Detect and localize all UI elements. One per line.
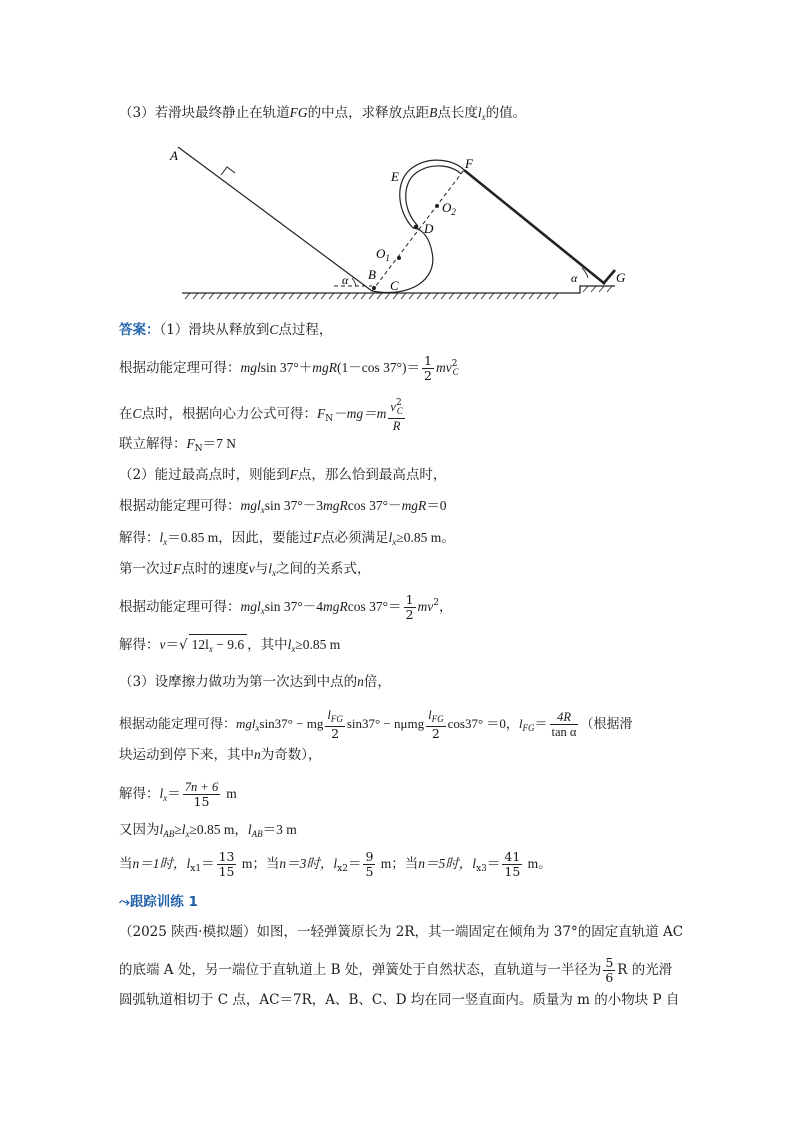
answer-p3-cases: 当n＝1时，$l_{x1}=$ $\frac{13}{15}$ m；当n＝3时，$l_{x2}=$ $\frac{9}{5}$ m；当n＝5时，$l_{x3}=$ $\frac{41}{15}$ m。 [119, 849, 552, 879]
incline-ac [178, 147, 372, 291]
fraction: $\frac{1}{2}$ [424, 353, 432, 383]
label-d: D [424, 221, 434, 236]
label-a: A [170, 148, 178, 163]
label-b: B [368, 267, 376, 282]
label-alpha-left: α [342, 273, 349, 287]
physics-diagram [160, 135, 640, 305]
fraction: $\frac{4R}{\text{tan α}}$ [551, 710, 577, 739]
answer-p2-solve: 解得：$l_x=0.85$ m，因此，要能过F点必须满足$l_x\ge 0.85$ m。 [119, 530, 455, 547]
label-o1: $O_1$ [376, 246, 390, 263]
answer-p2-energy2: 根据动能定理可得：mgl$_x$sin 37°－4mgRcos 37°＝ $\frac{1}{2}$ $mv^2$， [119, 592, 453, 622]
right-angle-mark [221, 167, 235, 175]
label-f: F [465, 156, 473, 171]
fraction: $\frac{13}{15}$ [218, 849, 235, 879]
fraction: $\frac{l_{FG}}{2}$ [327, 708, 343, 741]
answer-p1-energy: 根据动能定理可得：mglsin 37°＋mgR(1－cos 37°)＝ $\frac{1}{2}$ $mv^2_C$ [119, 353, 459, 383]
answer-p2-velocity: 解得：v＝√ $12l_x - 9.6$ ，其中$l_x\ge 0.85$ m [119, 634, 340, 659]
fraction: $\frac{l_{FG}}{2}$ [428, 708, 444, 741]
ground-hatch [185, 293, 558, 299]
answer-p3-energy: 根据动能定理可得：mgl$_x$sin37° − mg $\frac{l_{FG}}{2}$ sin37° − nμmg $\frac{l_{FG}}{2}$ cos37° ＝0，$l_{FG}=$ $\frac{4R}{\text{tan α}}$ （根据滑 [119, 708, 633, 741]
answer-p3-intro: （3）设摩擦力做功为第一次达到中点的n倍， [119, 674, 391, 690]
training-icon: ⤳ [119, 894, 130, 910]
label-g: G [616, 270, 626, 285]
training-line-3: 圆弧轨道相切于 C 点，AC＝7R，A、B、C、D 均在同一竖直面内。质量为 m 的小物块 P 自 [119, 992, 680, 1008]
question-text: （3）若滑块最终静止在轨道FG的中点，求释放点距B点长度$l_x$的值。 [119, 105, 527, 122]
fraction: $\frac{5}{6}$ [605, 955, 614, 985]
label-e: E [391, 169, 399, 184]
incline-fg [464, 170, 605, 284]
fraction: $\frac{v^2_C}{R}$ [390, 398, 403, 433]
answer-p3-solve: 解得：$l_x=$ $\frac{7n + 6}{15}$ m [119, 780, 237, 809]
training-line-2: 的底端 A 处，另一端位于直轨道上 B 处，弹簧处于自然状态，直轨道与一半径为 $\frac{5}{6}$ R 的光滑 [119, 955, 673, 985]
fraction: $\frac{1}{2}$ [405, 592, 414, 622]
stopper-g [603, 270, 615, 284]
answer-p3-also: 又因为$l_{AB}\ge l_x\ge 0.85$ m，$l_{AB}=3$ m [119, 822, 297, 839]
answer-p1-centripetal: 在C点时，根据向心力公式可得：$F_N-mg=m$ $\frac{v^2_C}{R}$ [119, 398, 403, 433]
label-o2: $O_2$ [442, 200, 456, 217]
answer-p1-solve: 联立解得：$F_N=7$ N [119, 436, 236, 454]
label-alpha-right: α [571, 271, 578, 285]
answer-p2-relation: 第一次过F点时的速度v与$l_x$之间的关系式， [119, 561, 371, 578]
fraction: $\frac{9}{5}$ [365, 849, 374, 879]
answer-p2-intro: （2）能过最高点时，则能到F点，那么恰到最高点时， [119, 467, 447, 483]
answer-p2-energy: 根据动能定理可得：mgl$_x$sin 37°－3mgRcos 37°－mgR＝0 [119, 498, 447, 515]
training-line-1: （2025 陕西·模拟题）如图，一轻弹簧原长为 2R，其一端固定在倾角为 37°的固定直轨道 AC [119, 924, 684, 940]
fraction: $\frac{7n + 6}{15}$ [184, 780, 219, 809]
training-heading: ⤳跟踪训练 1 [119, 894, 198, 910]
upper-arc-outer [400, 160, 464, 228]
label-c: C [390, 278, 399, 293]
fraction: $\frac{41}{15}$ [504, 849, 521, 879]
answer-p3-note: 块运动到停下来，其中n为奇数）， [119, 747, 322, 763]
answer-p1-intro: 答案：（1）滑块从释放到C点过程， [119, 322, 333, 338]
